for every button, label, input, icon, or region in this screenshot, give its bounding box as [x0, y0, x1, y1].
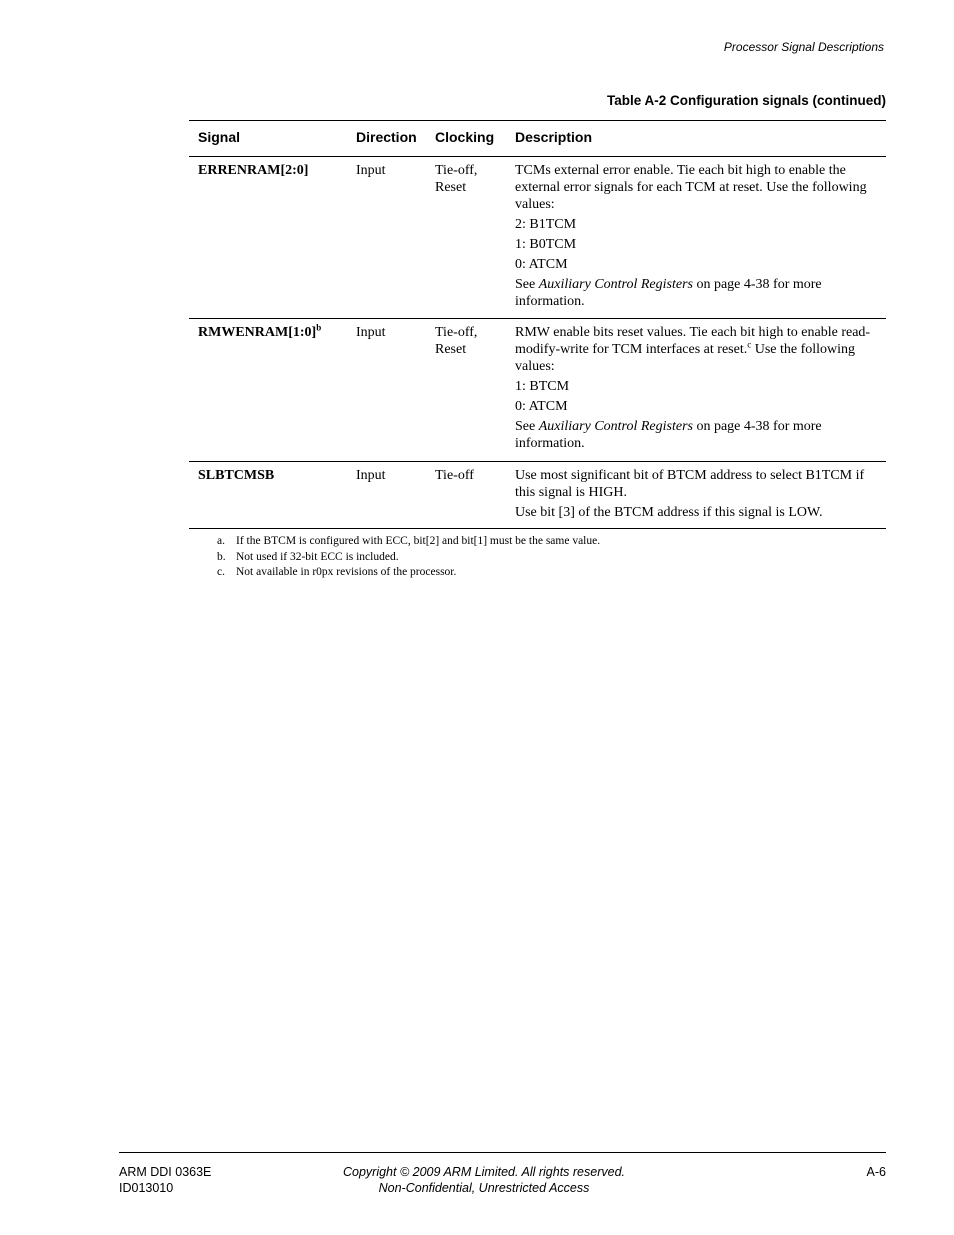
table-row-signal	[198, 324, 321, 341]
confidentiality-text: Non-Confidential, Unrestricted Access	[378, 1181, 590, 1195]
description-line: Use bit [3] of the BTCM address if this signal is LOW.	[515, 505, 823, 520]
table-row-description	[515, 467, 877, 524]
footnote-marker[interactable]: b	[316, 322, 322, 333]
description-value: 0: ATCM	[515, 399, 568, 414]
description-see-also	[515, 276, 877, 310]
table-row-direction: Input	[356, 163, 386, 178]
description-value: 1: B0TCM	[515, 237, 577, 252]
doc-id: ID013010	[119, 1181, 174, 1195]
column-header-direction: Direction	[356, 129, 417, 145]
table-row-direction: Input	[356, 468, 386, 483]
table-row-clocking: Tie-off	[435, 468, 474, 483]
footnote	[217, 565, 600, 581]
table-row-description	[515, 324, 877, 455]
description-intro	[515, 324, 877, 375]
column-header-signal: Signal	[198, 129, 241, 145]
row-divider	[189, 461, 886, 462]
footnote	[217, 550, 600, 566]
description-value: 0: ATCM	[515, 257, 568, 272]
doc-number: ARM DDI 0363E	[119, 1165, 212, 1179]
description-intro: TCMs external error enable. Tie each bit high to enable the external error signals for each TCM at reset. Use the following values:	[515, 163, 867, 212]
intro-text: RMW enable bits reset values. Tie each bit high to enable read-modify-write for TCM interfaces at reset.	[515, 325, 871, 357]
description-value: 1: BTCM	[515, 379, 570, 394]
intro-text: Use the following values:	[515, 342, 856, 374]
row-divider	[189, 318, 886, 319]
footnote-text: If the BTCM is configured with ECC, bit[2] and bit[1] must be the same value.	[236, 535, 601, 547]
signal-name: RMWENRAM[1:0]	[198, 325, 317, 340]
table-top-rule	[189, 120, 886, 121]
table-row-signal	[198, 162, 308, 179]
table-bottom-rule	[189, 528, 886, 529]
description-line: Use most significant bit of BTCM address to select B1TCM if this signal is HIGH.	[515, 468, 865, 500]
footer-doc-info	[119, 1164, 211, 1196]
footnote-text: Not used if 32-bit ECC is included.	[236, 550, 399, 563]
table-row-signal	[198, 467, 274, 484]
table-row-clocking: Tie-off, Reset	[435, 163, 478, 195]
description-value: 2: B1TCM	[515, 217, 577, 232]
cross-reference-link[interactable]: Auxiliary Control Registers	[538, 419, 693, 434]
footer-rule	[119, 1152, 886, 1153]
signal-name: SLBTCMSB	[198, 468, 275, 483]
see-suffix: on page 4-38 for more information.	[515, 419, 822, 451]
see-suffix: on page 4-38 for more information.	[515, 277, 822, 309]
table-row-clocking: Tie-off, Reset	[435, 325, 478, 357]
page-number: A-6	[866, 1165, 886, 1179]
description-see-also	[515, 418, 877, 452]
see-prefix: See	[515, 277, 539, 292]
table-header-rule	[189, 156, 886, 157]
column-header-clocking: Clocking	[435, 129, 495, 145]
table-footnotes	[217, 534, 600, 581]
footnote	[217, 534, 600, 550]
footnote-letter: a.	[217, 535, 225, 547]
footer-legal	[300, 1164, 668, 1196]
cross-reference-link[interactable]: Auxiliary Control Registers	[538, 277, 693, 292]
table-row-description	[515, 162, 877, 313]
footnote-text: Not available in r0px revisions of the processor.	[236, 566, 457, 578]
see-prefix: See	[515, 419, 539, 434]
column-header-description: Description	[515, 129, 593, 145]
copyright-text: Copyright © 2009 ARM Limited. All rights reserved.	[342, 1165, 625, 1179]
footnote-letter: c.	[217, 566, 225, 578]
footnote-marker[interactable]: c	[747, 339, 752, 350]
table-row-direction: Input	[356, 325, 386, 340]
running-header: Processor Signal Descriptions	[723, 40, 884, 54]
footnote-letter: b.	[217, 550, 226, 563]
table-caption: Table A-2 Configuration signals (continued)	[607, 93, 886, 108]
signal-name: ERRENRAM[2:0]	[198, 163, 309, 178]
